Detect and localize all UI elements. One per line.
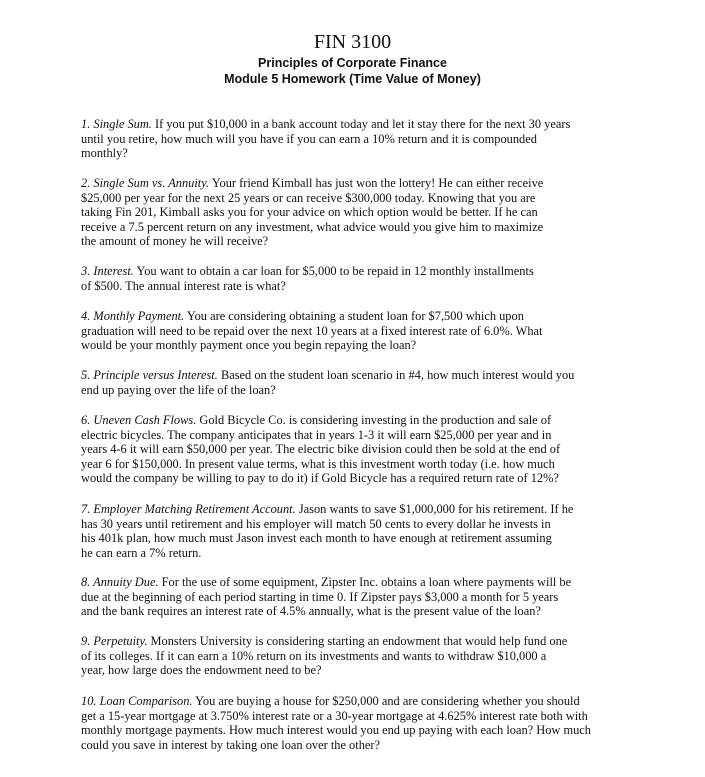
course-subtitle: Principles of Corporate Finance [258,56,447,70]
question-line: has 30 years until retirement and his employer will match 50 cents to every dollar he invests in [81,516,551,531]
question-label: 9. Perpetuity. [81,634,148,648]
question-8 [81,575,621,619]
question-line: taking Fin 201, Kimball asks you for your advice on which option would be better. If he can [81,205,538,220]
question-text: You are considering obtaining a student loan for $7,500 which upon [184,309,524,323]
question-line [81,694,621,709]
question-line: until you retire, how much will you have if you can earn a 10% return and it is compounded [81,131,537,146]
question-label: 2. Single Sum vs. Annuity. [81,176,210,190]
question-line: could you save in interest by taking one loan over the other? [81,737,381,752]
question-2 [81,176,621,249]
question-line [81,502,621,517]
question-label: 7. Employer Matching Retirement Account. [81,502,296,516]
question-line: and the bank requires an interest rate of 4.5% annually, what is the present value of the loan? [81,604,541,619]
question-line: year, how large does the endowment need to be? [81,663,322,678]
question-text: Your friend Kimball has just won the lottery! He can either receive [209,176,544,190]
question-text: Based on the student loan scenario in #4, how much interest would you [217,368,575,382]
question-line [81,575,621,590]
question-label: 10. Loan Comparison. [81,694,193,708]
question-line: monthly mortgage payments. How much interest would you end up paying with each loan? How much [81,723,591,738]
question-5 [81,368,621,397]
question-line [81,176,621,191]
question-line [81,264,621,279]
question-7 [81,502,621,560]
question-text: Monsters University is considering starting an endowment that would help fund one [147,634,568,648]
question-line [81,368,621,383]
module-title: Module 5 Homework (Time Value of Money) [224,72,481,86]
question-label: 6. Uneven Cash Flows. [81,413,197,427]
question-label: 8. Annuity Due. [81,575,159,589]
question-line: $25,000 per year for the next 25 years or can receive $300,000 today. Knowing that you are [81,190,536,205]
question-line: of $500. The annual interest rate is what? [81,278,286,293]
question-text: For the use of some equipment, Zipster Inc. obtains a loan where payments will be [158,575,572,589]
question-line [81,413,621,428]
question-line: end up paying over the life of the loan? [81,382,276,397]
question-line: the amount of money he will receive? [81,234,269,249]
question-line: get a 15-year mortgage at 3.750% interest rate or a 30-year mortgage at 4.625% interest rate both with [81,708,588,723]
question-10 [81,694,621,752]
question-text: If you put $10,000 in a bank account today and let it stay there for the next 30 years [151,117,571,131]
question-line [81,634,621,649]
question-line: year 6 for $150,000. In present value terms, what is this investment worth today (i.e. how much [81,456,555,471]
question-line: of its colleges. If it can earn a 10% return on its investments and wants to withdraw $10,000 a [81,648,547,663]
question-line: receive a 7.5 percent return on any investment, what advice would you give him to maximize [81,219,544,234]
question-label: 5. Principle versus Interest. [81,368,218,382]
question-3 [81,264,621,293]
question-9 [81,634,621,678]
question-line: would be your monthly payment once you begin repaying the loan? [81,338,417,353]
question-line: would the company be willing to pay to do it) if Gold Bicycle has a required return rate of 12%? [81,471,559,486]
question-line: due at the beginning of each period starting in time 0. If Zipster pays $3,000 a month for 5 years [81,589,559,604]
question-label: 4. Monthly Payment. [81,309,185,323]
question-text: You want to obtain a car loan for $5,000 to be repaid in 12 monthly installments [133,264,534,278]
question-text: Jason wants to save $1,000,000 for his retirement. If he [295,502,574,516]
question-label: 1. Single Sum. [81,117,152,131]
question-line: electric bicycles. The company anticipates that in years 1-3 it will earn $25,000 per year and in [81,427,552,442]
question-line: graduation will need to be repaid over the next 10 years at a fixed interest rate of 6.0%. What [81,323,543,338]
course-title: FIN 3100 [313,31,392,53]
question-line: his 401k plan, how much must Jason invest each month to have enough at retirement assuming [81,531,552,546]
question-label: 3. Interest. [81,264,134,278]
question-line: he can earn a 7% return. [81,545,202,560]
question-1 [81,117,621,161]
question-text: You are buying a house for $250,000 and are considering whether you should [192,694,580,708]
question-line [81,309,621,324]
question-4 [81,309,621,353]
question-text: Gold Bicycle Co. is considering investing in the production and sale of [196,413,552,427]
question-line: monthly? [81,146,128,161]
question-line [81,117,621,132]
question-6 [81,413,621,486]
question-line: years 4-6 it will earn $50,000 per year. The electric bike division could then be sold at the end of [81,442,561,457]
